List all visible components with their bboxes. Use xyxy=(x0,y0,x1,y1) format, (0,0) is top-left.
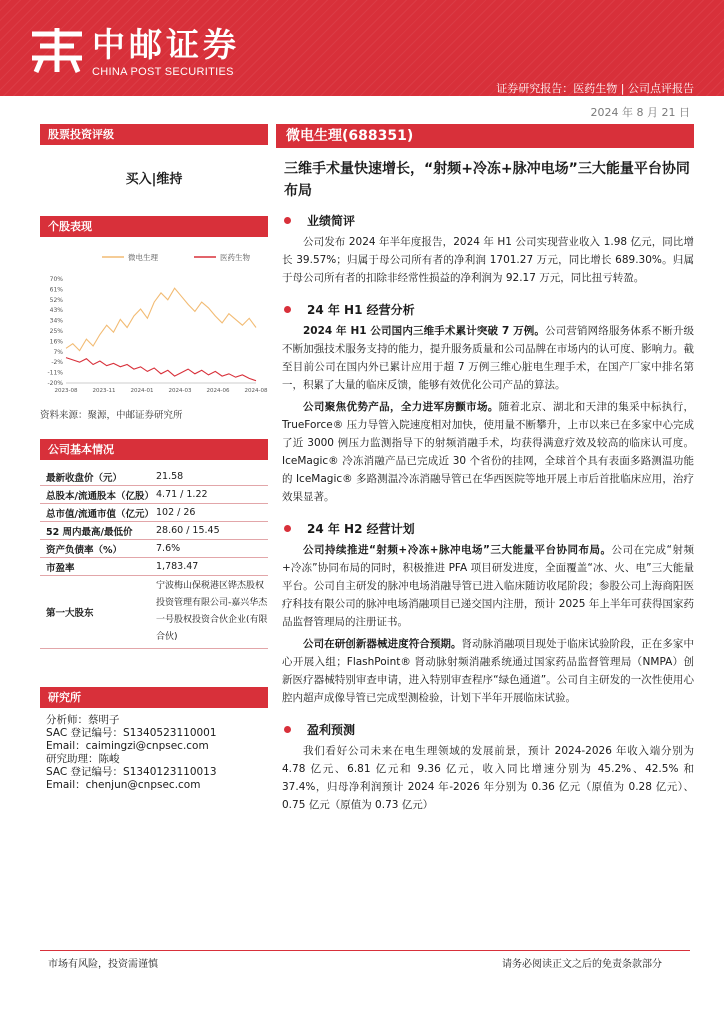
y-tick-label: 34% xyxy=(49,317,63,325)
legend-label: 医药生物 xyxy=(220,253,250,262)
table-row xyxy=(40,558,268,576)
section-heading xyxy=(276,721,694,738)
paragraph-lead: 公司聚焦优势产品，全力进军房颤市场。 xyxy=(303,401,499,413)
assistant-email: Email：chenjun@cnpsec.com xyxy=(46,779,201,791)
x-tick-label: 2024-06 xyxy=(206,388,230,394)
paragraph-body: 随着北京、湖北和天津的集采中标执行，TrueForce® 压力导管入院速度相对加快，使用量不断攀升，上市以来已在多家中心完成了近 3000 例压力监测指导下的射频消融手术，均获得满意疗效及较高的临床认可度。IceMagic® 冷冻消融产品已完成近 30 个省份的挂网，全球首个具有表面多路测温功能的 IceMagic® 多路测温冷冻消融导管已在华西医院等地开展上市后首批临床应用，治疗效果显著。 xyxy=(282,401,695,503)
y-tick-label: 61% xyxy=(49,286,63,294)
bullet-icon xyxy=(284,306,291,313)
paragraph xyxy=(276,541,694,631)
y-tick-label: -11% xyxy=(47,369,63,377)
basic-info-table xyxy=(40,468,268,649)
x-tick-label: 2024-08 xyxy=(244,388,268,394)
table-row xyxy=(40,522,268,540)
paragraph-lead: 2024 年 H1 公司国内三维手术累计突破 7 万例。 xyxy=(303,325,546,337)
table-row xyxy=(40,486,268,504)
row-label: 总股本/流通股本（亿股） xyxy=(46,490,154,502)
report-header xyxy=(0,0,724,96)
bullet-icon xyxy=(284,217,291,224)
paragraph xyxy=(276,635,694,707)
report-category-breadcrumb: 证券研究报告：医药生物 | 公司点评报告 xyxy=(496,82,694,95)
section-heading-text: 24 年 H1 经营分析 xyxy=(307,303,415,317)
analyst-sac-number: SAC 登记编号：S1340523110001 xyxy=(46,727,217,739)
y-tick-label: 52% xyxy=(49,296,63,304)
section-heading xyxy=(276,301,694,318)
legend-label: 微电生理 xyxy=(128,253,158,262)
row-value: 宁波梅山保税港区铧杰股权投资管理有限公司-嘉兴华杰一号股权投资合伙企业(有限合伙) xyxy=(156,581,268,642)
y-tick-label: 25% xyxy=(49,328,63,335)
row-label: 资产负债率（%） xyxy=(46,544,123,556)
china-post-logo-icon xyxy=(28,24,86,76)
bullet-icon xyxy=(284,726,291,733)
sidebar xyxy=(40,124,268,792)
report-date: 2024 年 8 月 21 日 xyxy=(590,106,690,119)
paragraph-body: 公司在完成“射频+冷冻”协同布局的同时，积极推进 PFA 项目研发进度，全面覆盖“冰、火、电”三大能量平台。公司自主研发的脉冲电场消融导管已进入临床随访收尾阶段；参股公司上海商阳医疗科技有限公司的脉冲电场消融项目已递交国内注册，预计 2025 年上半年可获得国家药品监督管理局的注册证书。 xyxy=(282,544,694,628)
basic-info-section-header: 公司基本情况 xyxy=(40,439,268,460)
row-label: 总市值/流通市值（亿元） xyxy=(46,508,154,520)
table-row xyxy=(40,540,268,558)
series-line-1 xyxy=(66,358,256,381)
risk-warning: 市场有风险，投资需谨慎 xyxy=(48,959,158,970)
paragraph xyxy=(276,322,694,394)
row-value: 102 / 26 xyxy=(156,507,196,518)
disclaimer-note: 请务必阅读正文之后的免责条款部分 xyxy=(502,959,662,970)
section-heading-text: 盈利预测 xyxy=(307,723,356,737)
paragraph xyxy=(276,398,694,506)
row-value: 7.6% xyxy=(156,543,181,554)
rating-section-header: 股票投资评级 xyxy=(40,124,268,145)
y-tick-label: -20% xyxy=(47,380,63,387)
analyst-email: Email：caimingzi@cnpsec.com xyxy=(46,740,209,752)
y-tick-label: 70% xyxy=(49,276,63,283)
series-line-0 xyxy=(66,288,256,350)
performance-section-header: 个股表现 xyxy=(40,216,268,237)
x-tick-label: 2023-08 xyxy=(54,388,78,394)
x-tick-label: 2024-01 xyxy=(130,388,154,394)
x-tick-label: 2024-03 xyxy=(168,388,192,394)
paragraph: 公司发布 2024 年半年度报告，2024 年 H1 公司实现营业收入 1.98 亿元，同比增长 39.57%；归属于母公司所有者的净利润 1701.27 万元，同比增长 689.30%。归属于母公司所有者的扣除非经常性损益的净利润为 92.17 万元，同比扭亏转盈。 xyxy=(282,236,694,284)
performance-chart-svg xyxy=(40,237,268,397)
brand-name-cn: 中邮证券 xyxy=(92,25,240,64)
row-value: 28.60 / 15.45 xyxy=(156,525,220,536)
research-section-header: 研究所 xyxy=(40,687,268,708)
table-row xyxy=(40,504,268,522)
row-value: 4.71 / 1.22 xyxy=(156,489,208,500)
company-name-header: 微电生理(688351) xyxy=(276,124,694,148)
report-title: 三维手术量快速增长，“射频+冷冻+脉冲电场”三大能量平台协同布局 xyxy=(284,161,690,199)
section-heading-text: 24 年 H2 经营计划 xyxy=(307,522,415,536)
main-content xyxy=(276,124,694,814)
row-label: 52 周内最高/最低价 xyxy=(46,526,133,538)
paragraph-lead: 公司持续推进“射频+冷冻+脉冲电场”三大能量平台协同布局。 xyxy=(303,544,612,556)
footer-divider xyxy=(40,950,690,951)
y-tick-label: 16% xyxy=(49,338,63,346)
brand-name-en: CHINA POST SECURITIES xyxy=(92,66,234,78)
section-heading-text: 业绩简评 xyxy=(307,214,356,228)
analyst-info xyxy=(40,714,268,792)
stock-performance-chart xyxy=(40,237,268,397)
paragraph-body: 公司营销网络服务体系不断升级不断加强技术服务支持的能力，提升服务质量和公司品牌在市场内的认可度、影响力。截至目前公司在国内外已累计应用于超 7 万例三维心脏电生理手术，在国产厂家中排名第一，积累了大量的临床反馈，能够有效优化公司产品的算法。 xyxy=(282,325,694,391)
section-heading xyxy=(276,212,694,229)
y-tick-label: 43% xyxy=(49,307,63,315)
table-row xyxy=(40,468,268,486)
row-value: 21.58 xyxy=(156,471,184,482)
x-tick-label: 2023-11 xyxy=(92,388,116,394)
row-label: 第一大股东 xyxy=(46,608,94,619)
bullet-icon xyxy=(284,525,291,532)
paragraph-body: 肾动脉消融项目现处于临床试验阶段，正在多家中心开展入组；FlashPoint® 肾动脉射频消融系统通过国家药品监督管理局（NMPA）创新医疗器械特别审查申请，进入特别审查程序“绿色通道”。公司自主研发的一次性使用心腔内超声成像导管已完成型测检验，计划下半年开展临床试验。 xyxy=(282,638,695,704)
row-label: 市盈率 xyxy=(46,562,75,574)
y-tick-label: -2% xyxy=(51,359,63,367)
row-label: 最新收盘价（元） xyxy=(46,472,123,484)
table-row xyxy=(40,576,268,649)
stock-rating: 买入|维持 xyxy=(125,172,183,187)
section-heading xyxy=(276,520,694,537)
y-tick-label: 7% xyxy=(53,348,63,356)
chart-source-note: 资料来源：聚源，中邮证券研究所 xyxy=(40,410,183,421)
paragraph: 我们看好公司未来在电生理领域的发展前景，预计 2024-2026 年收入端分别为 4.78 亿元、6.81 亿元和 9.36 亿元，收入同比增速分别为 45.2%、42.5% 和 37.4%，归母净利润预计 2024 年-2026 年分别为 0.36 亿元（原值为 0.28 亿元）、0.75 亿元（原值为 0.73 亿元） xyxy=(282,745,694,811)
paragraph-lead: 公司在研创新器械进度符合预期。 xyxy=(303,638,462,650)
assistant-name: 研究助理：陈峻 xyxy=(46,753,120,765)
assistant-sac-number: SAC 登记编号：S1340123110013 xyxy=(46,766,217,778)
row-value: 1,783.47 xyxy=(156,561,199,572)
analyst-name: 分析师：蔡明子 xyxy=(46,714,120,726)
